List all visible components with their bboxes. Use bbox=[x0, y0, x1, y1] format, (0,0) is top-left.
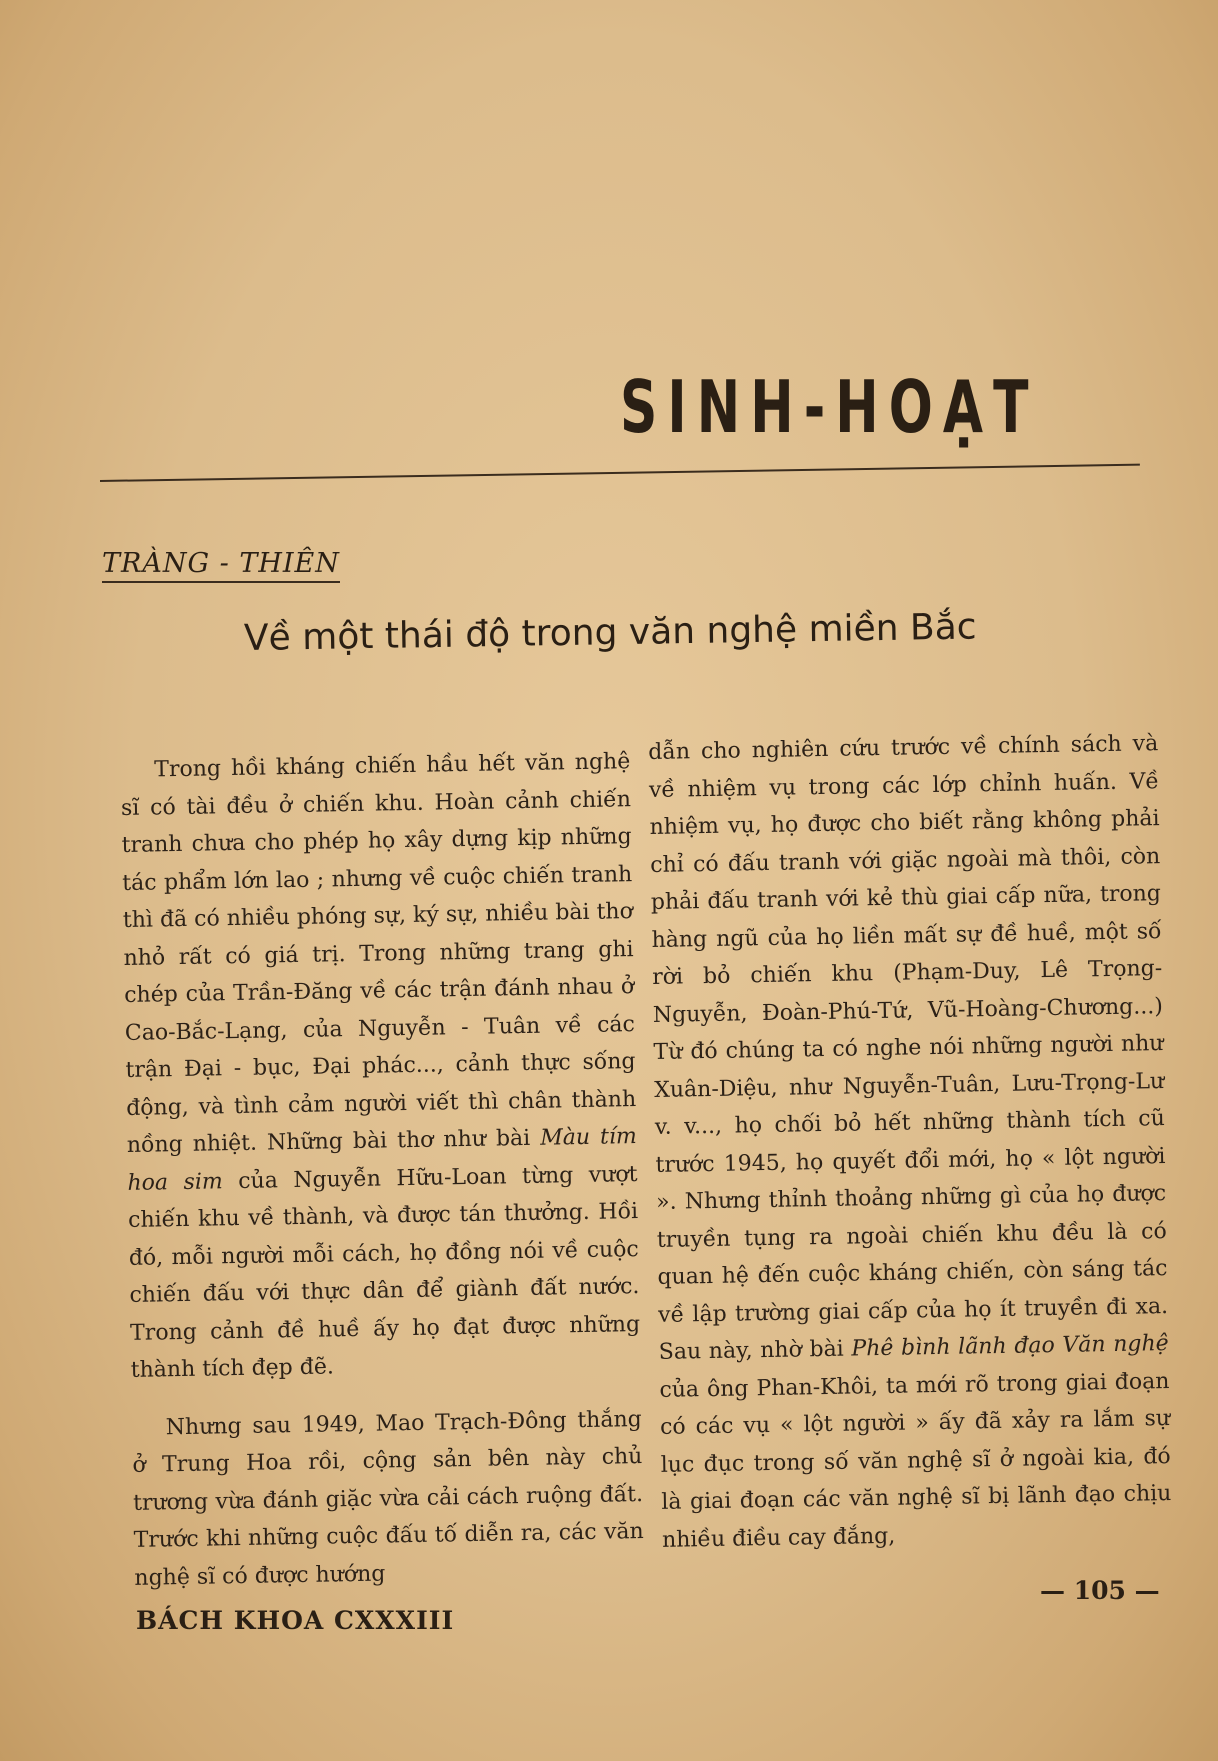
poem-title: Màu tím hoa sim bbox=[127, 1124, 638, 1196]
right-column bbox=[648, 725, 1172, 1559]
heading-rule bbox=[100, 464, 1140, 482]
article-title: Về một thái độ trong văn nghệ miền Bắc bbox=[243, 606, 977, 659]
author-name: TRÀNG - THIÊN bbox=[102, 548, 340, 583]
paragraph bbox=[120, 743, 641, 1389]
paragraph: Nhưng sau 1949, Mao Trạch-Đông thắng ở Trung Hoa rồi, cộng sản bên này chủ trương vừa đánh giặc vừa cải cách ruộng đất. Trước khi những cuộc đấu tố diễn ra, các văn nghệ sĩ có được hướng bbox=[132, 1406, 644, 1591]
paragraph bbox=[648, 725, 1172, 1559]
paragraph-text: của ông Phan-Khôi, ta mới rõ trong giai đoạn có các vụ « lột người » ấy đã xảy ra lắm sự lục đục trong số văn nghệ sĩ ở ngoài kia, đó là giai đoạn các văn nghệ sĩ bị lãnh đạo chịu nhiều điều cay đắng, bbox=[659, 1368, 1172, 1553]
left-column bbox=[120, 743, 645, 1597]
paragraph-text: Trong hồi kháng chiến hầu hết văn nghệ sĩ có tài đều ở chiến khu. Hoàn cảnh chiến tranh chưa cho phép họ xây dựng kịp những tác phẩm lớn lao ; nhưng về cuộc chiến tranh thì đã có nhiều phóng sự, ký sự, nhiều bài thơ nhỏ rất có giá trị. Trong những trang ghi chép của Trần-Đăng về các trận đánh nhau ở Cao-Bắc-Lạng, của Nguyễn - Tuân về các trận Đại - bục, Đại phác..., cảnh thực sống động, và tình cảm người viết thì chân thành nồng nhiệt. Những bài thơ như bài bbox=[120, 749, 637, 1158]
paragraph-text: dẫn cho nghiên cứu trước về chính sách và về nhiệm vụ trong các lớp chỉnh huấn. Về nhiệm vụ, họ được cho biết rằng không phải chỉ có đấu tranh với giặc ngoài mà thôi, còn phải đấu tranh với kẻ thù giai cấp nữa, trong hàng ngũ của họ liền mất sự đề huề, một số rời bỏ chiến khu (Phạm-Duy, Lê Trọng-Nguyễn, Đoàn-Phú-Tứ, Vũ-Hoàng-Chương...) Từ đó chúng ta có nghe nói những người như Xuân-Diệu, như Nguyễn-Tuân, Lưu-Trọng-Lư v. v..., họ chối bỏ hết những thành tích cũ trước 1945, họ quyết đổi mới, họ « lột người ». Nhưng thỉnh thoảng những gì của họ được truyền tụng ra ngoài chiến khu đều là có quan hệ đến cuộc kháng chiến, còn sáng tác về lập trường giai cấp của họ ít truyền đi xa. Sau này, nhờ bài bbox=[648, 731, 1169, 1365]
article-reference: Phê bình lãnh đạo Văn nghệ bbox=[851, 1331, 1169, 1362]
magazine-footer: BÁCH KHOA CXXXIII bbox=[136, 1606, 455, 1635]
paragraph-text: của Nguyễn Hữu-Loan từng vượt chiến khu về thành, và được tán thưởng. Hồi đó, mỗi người mỗi cách, họ đồng nói về cuộc chiến đấu với thực dân để giành đất nước. Trong cảnh đề huề ấy họ đạt được những thành tích đẹp đẽ. bbox=[127, 1161, 641, 1383]
section-heading: SINH-HOẠT bbox=[620, 365, 1039, 449]
page-number: — 105 — bbox=[1040, 1576, 1160, 1605]
